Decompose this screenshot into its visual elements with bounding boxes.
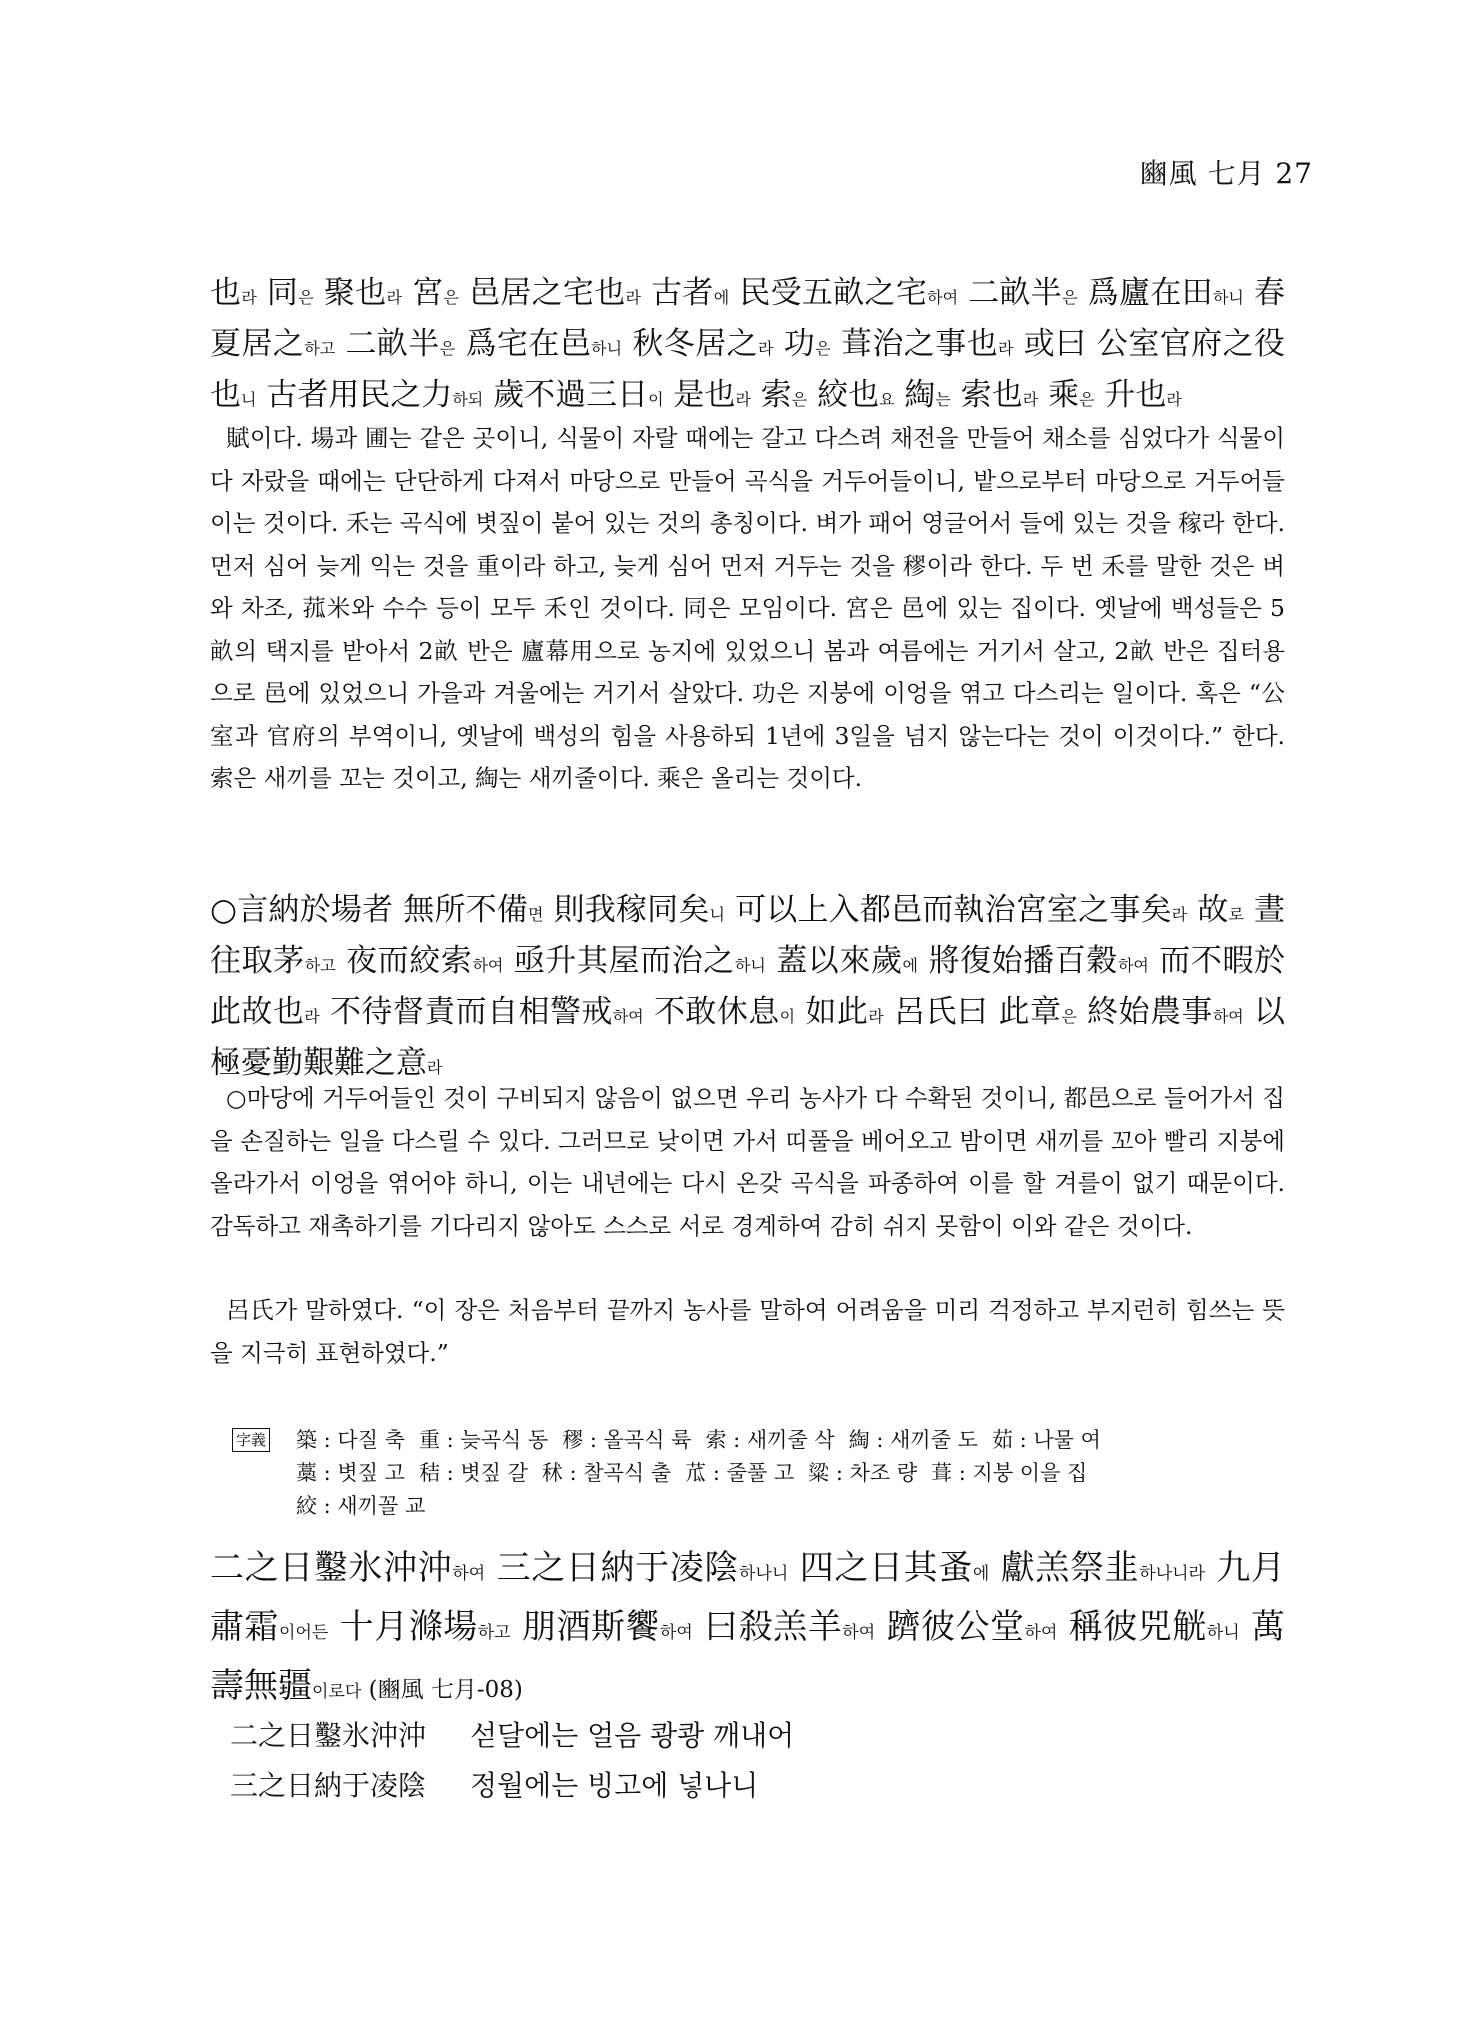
hangul-particle: 하니	[734, 956, 766, 975]
hangul-particle: 이로다	[312, 1682, 362, 1702]
hangul-particle: 에	[713, 288, 730, 307]
classical-text: 稱彼兕觥	[1057, 1607, 1207, 1647]
classical-text: 夜而絞索	[335, 943, 473, 979]
glossary-entry: 綯 : 새끼줄 도	[848, 1428, 978, 1452]
classical-text: 葺治之事也	[830, 326, 999, 362]
classical-text: 晝往取茅	[210, 892, 1286, 979]
hangul-particle: 에	[902, 956, 919, 975]
glossary-entry: 粱 : 차조 량	[808, 1461, 918, 1485]
hangul-particle: 이	[648, 390, 664, 409]
hangul-particle: 라	[625, 288, 641, 307]
classical-text: 二畝半	[335, 326, 440, 362]
classical-text: 宮	[401, 275, 444, 311]
glossary-row	[296, 1457, 1292, 1490]
hangul-particle: 하여	[660, 1623, 693, 1643]
classical-text: 十月滌場	[328, 1607, 478, 1647]
hangul-particle: 면	[528, 905, 544, 924]
classical-text: 故	[1187, 892, 1229, 928]
classical-text: 是也	[663, 377, 736, 413]
hangul-particle: 하니	[1212, 288, 1244, 307]
classical-text: 躋彼公堂	[875, 1607, 1025, 1647]
classical-text: 可以上入都邑而執治宮室之事矣	[725, 892, 1172, 928]
hangul-particle: 하여	[1212, 1007, 1244, 1026]
classical-text: 索	[750, 377, 792, 413]
source-reference: (豳風 七月-08)	[361, 1677, 523, 1703]
classical-text: 古者用民之力	[256, 377, 453, 413]
classical-text: 不待督責而自相警戒	[319, 994, 613, 1030]
hangul-particle: 는	[935, 390, 951, 409]
running-header: 豳風 七月 27	[1139, 157, 1313, 190]
classical-text: 蓋以來歲	[765, 943, 903, 979]
poem-verse-08	[210, 1542, 1285, 1719]
hangul-particle: 로	[1228, 905, 1244, 924]
classical-text: 功	[773, 326, 816, 362]
hangul-particle: 니	[709, 905, 726, 924]
glossary-entry: 茹 : 나물 여	[991, 1428, 1101, 1452]
glossary-row	[296, 1490, 1292, 1523]
glossary-entry: 秸 : 볏짚 갈	[418, 1461, 528, 1485]
hangul-particle: 은	[298, 288, 314, 307]
commentary-classical-2	[210, 887, 1285, 1091]
classical-text: 三之日納于凌陰	[485, 1548, 740, 1588]
hangul-particle: 은	[443, 288, 459, 307]
glossary-entry: 葺 : 지붕 이을 집	[931, 1461, 1088, 1485]
hangul-particle: 하니	[1206, 1623, 1240, 1643]
verse-pair	[230, 1764, 758, 1804]
hangul-particle: 하여	[472, 956, 504, 975]
hangul-particle: 은	[815, 339, 831, 358]
classical-text: 爲宅在邑	[455, 326, 592, 362]
hangul-particle: 은	[1061, 1007, 1077, 1026]
classical-text: 或曰 公室官府之役也	[210, 326, 1285, 413]
hangul-particle: 하여	[1024, 1623, 1058, 1643]
classical-text: 萬壽無疆	[210, 1607, 1285, 1706]
hangul-particle: 요	[879, 390, 895, 409]
hangul-particle: 라	[998, 339, 1014, 358]
hangul-particle: 하여	[1117, 956, 1149, 975]
classical-text: 絞也	[807, 377, 880, 413]
classical-text: 亟升其屋而治之	[503, 943, 735, 979]
classical-text: 民受五畝之宅	[729, 275, 928, 311]
hangul-particle: 하여	[452, 1564, 486, 1584]
classical-text: 同	[256, 275, 299, 311]
hangul-particle: 은	[1079, 390, 1095, 409]
hangul-particle: 하고	[477, 1623, 511, 1643]
glossary-entry: 苽 : 줄풀 고	[685, 1461, 795, 1485]
verse-translation: 섣달에는 얼음 쾅쾅 깨내어	[470, 1719, 795, 1752]
classical-text: ○言納於場者 無所不備	[210, 892, 529, 928]
hangul-particle: 라	[427, 1058, 443, 1077]
classical-text: 秋冬居之	[622, 326, 759, 362]
classical-text: 而不暇於此故也	[210, 943, 1286, 1030]
commentary-classical-1	[210, 270, 1285, 423]
classical-text: 聚也	[313, 275, 387, 311]
hangul-particle: 하고	[304, 956, 336, 975]
hangul-particle: 하여	[612, 1007, 644, 1026]
classical-text: 升也	[1094, 377, 1167, 413]
classical-text: 索也	[950, 377, 1023, 413]
hangul-particle: 라	[758, 339, 774, 358]
hangul-particle: 하니	[591, 339, 623, 358]
hangul-particle: 라	[1166, 390, 1182, 409]
hangul-particle: 라	[735, 390, 751, 409]
classical-text: 乘	[1038, 377, 1080, 413]
verse-classical: 三之日納于凌陰	[230, 1769, 427, 1802]
hangul-particle: 하되	[452, 390, 484, 409]
hangul-particle: 은	[791, 390, 808, 409]
glossary-row	[296, 1424, 1292, 1457]
hangul-particle: 하나니	[739, 1564, 789, 1584]
verse-classical: 二之日鑿氷沖沖	[230, 1719, 427, 1752]
classical-text: 歲不過三日	[483, 377, 649, 413]
hangul-particle: 이어든	[279, 1623, 329, 1643]
verse-translation: 정월에는 빙고에 넣나니	[470, 1769, 759, 1802]
classical-text: 將復始播百穀	[918, 943, 1118, 979]
classical-text: 以極憂勤艱難之意	[210, 994, 1286, 1081]
glossary-entry: 藁 : 볏짚 고	[296, 1461, 405, 1485]
classical-text: 不敢休息	[643, 994, 780, 1030]
glossary-entry: 秫 : 찰곡식 출	[541, 1461, 672, 1485]
classical-text: 朋酒斯饗	[510, 1607, 660, 1647]
translation-paragraph-2: ○마당에 거두어들인 것이 구비되지 않음이 없으면 우리 농사가 다 수확된 것이니, 都邑으로 들어가서 집을 손질하는 일을 다스릴 수 있다. 그러므로 낮이면 가서 띠풀을 베어오고 밤이면 새끼를 꼬아 빨리 지붕에 올라가서 이엉을 엮어야 하니, 이는 내년에는 다시 온갖 곡식을 파종하여 이를 할 겨를이 없기 때문이다. 감독하고 재촉하기를 기다리지 않아도 스스로 서로 경계하여 감히 쉬지 못함이 이와 같은 것이다.	[210, 1084, 1285, 1240]
classical-text: 二畝半	[958, 275, 1063, 311]
classical-text: 九月肅霜	[210, 1548, 1286, 1647]
classical-text: 獻羔祭韭	[989, 1548, 1140, 1588]
classical-text: 終始農事	[1076, 994, 1213, 1030]
hangul-particle: 라	[1022, 390, 1039, 409]
hangul-particle: 라	[241, 288, 257, 307]
hangul-particle: 라	[386, 288, 402, 307]
hangul-particle: 하여	[842, 1623, 876, 1643]
classical-text: 則我稼同矣	[543, 892, 710, 928]
classical-text: 綯	[894, 377, 936, 413]
classical-text: 古者	[640, 275, 714, 311]
classical-text: 如此	[795, 994, 869, 1030]
hangul-particle: 이	[779, 1007, 796, 1026]
classical-text: 四之日其蚤	[788, 1548, 973, 1588]
hangul-particle: 라	[304, 1007, 320, 1026]
hangul-particle: 니	[241, 390, 257, 409]
classical-text: 曰殺羔羊	[692, 1607, 843, 1647]
glossary-entry: 絞 : 새끼꼴 교	[296, 1494, 426, 1518]
translation-paragraph-1: 賦이다. 場과 圃는 같은 곳이니, 식물이 자랄 때에는 갈고 다스려 채전을 만들어 채소를 심었다가 식물이 다 자랐을 때에는 단단하게 다져서 마당으로 만들어 곡식을 거두어들이니, 밭으로부터 마당으로 거두어들이는 것이다. 禾는 곡식에 볏짚이 붙어 있는 것의 총칭이다. 벼가 패어 영글어서 들에 있는 것을 稼라 한다. 먼저 심어 늦게 익는 것을 重이라 하고, 늦게 심어 먼저 거두는 것을 穋이라 한다. 두 번 禾를 말한 것은 벼와 차조, 菰米와 수수 등이 모두 禾인 것이다. 同은 모임이다. 宮은 邑에 있는 집이다. 옛날에 백성들은 5畝의 택지를 받아서 2畝 반은 廬幕用으로 농지에 있었으니 봄과 여름에는 거기서 살고, 2畝 반은 집터용으로 邑에 있었으니 가을과 겨울에는 거기서 살았다. 功은 지붕에 이엉을 엮고 다스리는 일이다. 혹은 “公室과 官府의 부역이니, 옛날에 백성의 힘을 사용하되 1년에 3일을 넘지 않는다는 것이 이것이다.” 한다. 索은 새끼를 꼬는 것이고, 綯는 새끼줄이다. 乘은 올리는 것이다.	[210, 424, 1285, 792]
classical-text: 二之日鑿氷沖沖	[210, 1548, 453, 1588]
glossary-entry: 重 : 늦곡식 동	[418, 1428, 549, 1452]
classical-text: 爲廬在田	[1077, 275, 1213, 311]
hangul-particle: 은	[439, 339, 456, 358]
hangul-particle: 하나니라	[1139, 1564, 1205, 1584]
hangul-particle: 하여	[927, 288, 959, 307]
translation-paragraph-3: 呂氏가 말하였다. “이 장은 처음부터 끝까지 농사를 말하여 어려움을 미리 걱정하고 부지런히 힘쓰는 뜻을 지극히 표현하였다.”	[210, 1296, 1285, 1367]
classical-text: 邑居之宅也	[458, 275, 626, 311]
verse-pair	[230, 1714, 794, 1754]
hangul-particle: 라	[868, 1007, 884, 1026]
glossary-entry: 築 : 다질 축	[296, 1428, 405, 1452]
classical-text: 春夏居之	[210, 275, 1286, 362]
classical-text: 呂氏曰 此章	[883, 994, 1062, 1030]
hangul-particle: 라	[1171, 905, 1188, 924]
hangul-particle: 에	[972, 1564, 990, 1584]
classical-text: 也	[210, 275, 242, 311]
hangul-particle: 하고	[304, 339, 336, 358]
character-glossary	[232, 1424, 1292, 1523]
glossary-label: 字義	[232, 1428, 270, 1452]
hangul-particle: 은	[1062, 288, 1078, 307]
glossary-entry: 索 : 새끼줄 삭	[705, 1428, 835, 1452]
glossary-entry: 穋 : 올곡식 륙	[562, 1428, 692, 1452]
